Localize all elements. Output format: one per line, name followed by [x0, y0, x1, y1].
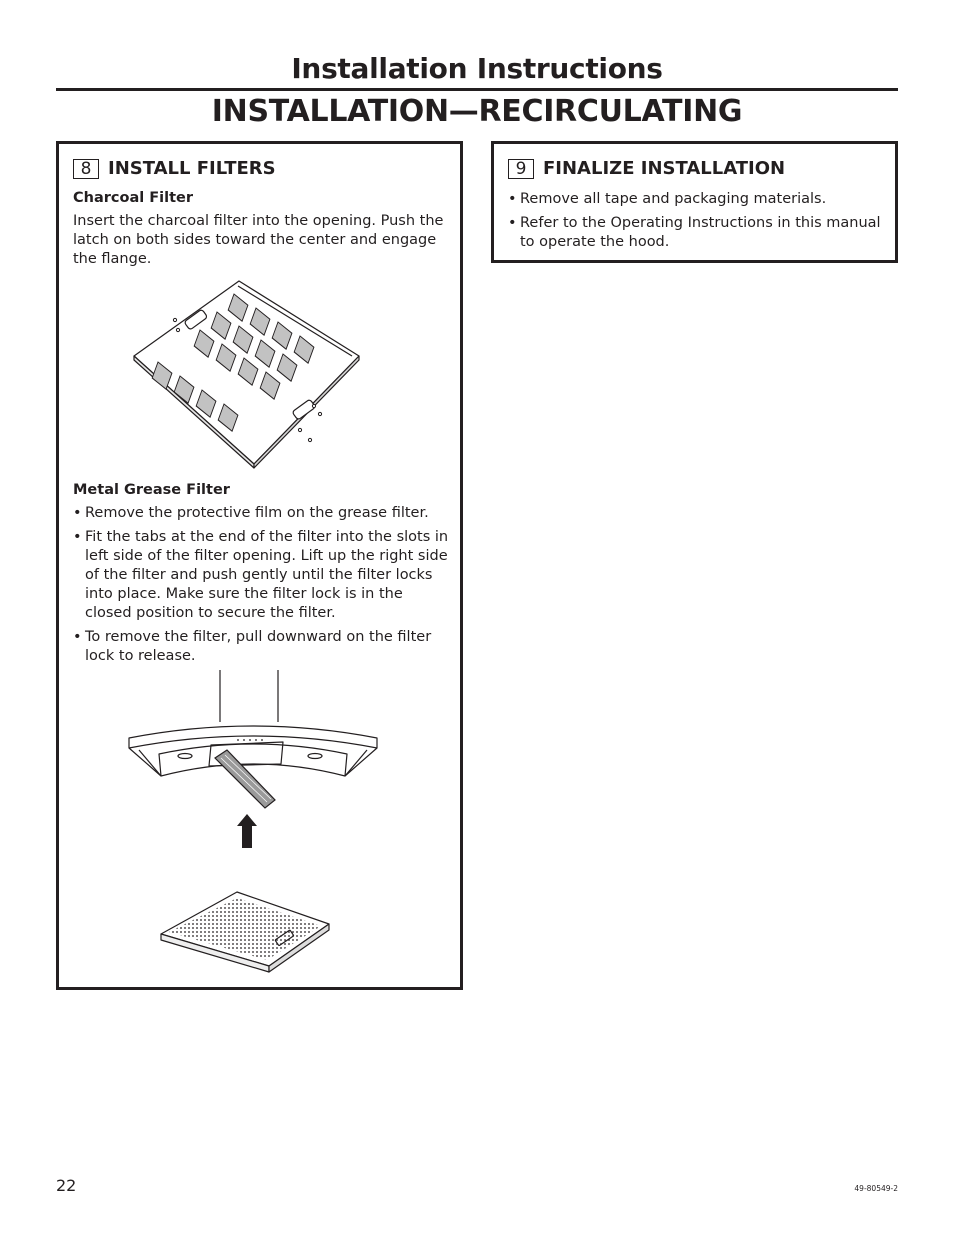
grease-filter-heading: Metal Grease Filter [73, 482, 230, 498]
step-9-title: FINALIZE INSTALLATION [543, 158, 786, 179]
grease-filter-bullets [73, 504, 453, 671]
grease-bullet: • Remove the protective film on the grease filter. [73, 504, 453, 523]
step-8-header [73, 158, 276, 179]
step-9-header [508, 158, 785, 179]
finalize-bullet: • Remove all tape and packaging materials. [508, 190, 888, 209]
charcoal-filter-illustration [124, 274, 364, 474]
step-9-number: 9 [508, 159, 534, 179]
page-number: 22 [56, 1176, 77, 1195]
finalize-bullets [508, 190, 888, 257]
step-8-number: 8 [73, 159, 99, 179]
section-title: INSTALLATION—RECIRCULATING [211, 94, 743, 129]
step-8-title: INSTALL FILTERS [108, 158, 276, 179]
step-9-box [491, 141, 898, 263]
charcoal-filter-text: Insert the charcoal filter into the opening. Push the latch on both sides toward the center and engage the flange. [73, 213, 444, 267]
finalize-bullet: • Refer to the Operating Instructions in this manual to operate the hood. [508, 214, 888, 252]
title-rule [56, 88, 898, 91]
grease-bullet: • Fit the tabs at the end of the filter into the slots in left side of the filter opening. Lift up the right side of the filter and push gently until the filter locks into place. Make sure the filter lock is in the closed position to secure the filter. [73, 528, 453, 623]
page-title: Installation Instructions [291, 52, 663, 85]
grease-bullet: • To remove the filter, pull downward on the filter lock to release. [73, 628, 453, 666]
hood-filter-insert-illustration [123, 670, 387, 976]
document-code: 49-80549-2 [854, 1184, 898, 1193]
step-8-box [56, 141, 463, 990]
charcoal-filter-heading: Charcoal Filter [73, 190, 194, 206]
